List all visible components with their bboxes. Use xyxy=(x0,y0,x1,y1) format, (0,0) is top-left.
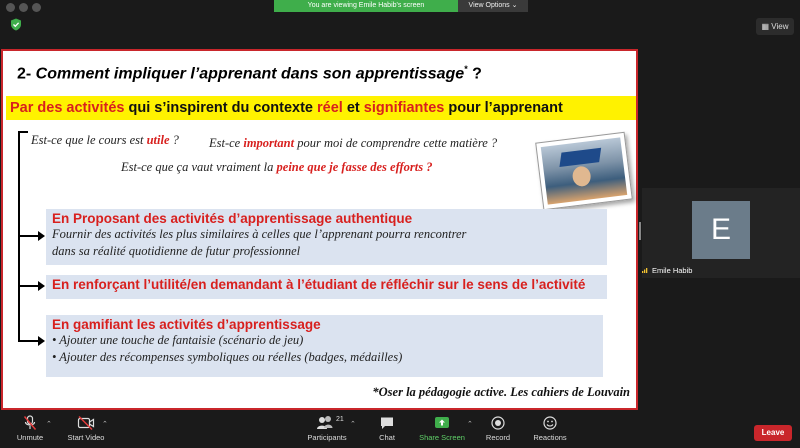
window-top-bar xyxy=(0,0,800,16)
arrow-3 xyxy=(18,340,40,342)
citation: *Oser la pédagogie active. Les cahiers de Louvain xyxy=(372,385,630,399)
activity-box-gamify xyxy=(46,315,603,377)
slide-title xyxy=(17,64,482,83)
box-1-line-1: Fournir des activités les plus similaires à celles que l’apprenant pourra rencontrer xyxy=(52,227,467,241)
question-2: Est-ce important pour moi de comprendre cette matière ? xyxy=(209,136,498,150)
activity-box-authentic xyxy=(46,209,607,265)
leave-button[interactable]: Leave xyxy=(754,425,792,441)
unmute-label: Unmute xyxy=(16,433,44,442)
question-3: Est-ce que ça vaut vraiment la peine que je fasse des efforts ? xyxy=(121,160,433,174)
student-photo xyxy=(535,132,633,210)
record-label: Record xyxy=(485,433,511,442)
box-3-line-2: • Ajouter des récompenses symboliques ou réelles (badges, médailles) xyxy=(52,350,403,364)
title-number: 2- xyxy=(17,65,36,83)
viewing-screen-banner: You are viewing Emile Habib's screen xyxy=(274,0,458,12)
reactions-label: Reactions xyxy=(533,433,567,442)
highlight-band xyxy=(6,96,636,120)
box-3-line-1: • Ajouter une touche de fantaisie (scénario de jeu) xyxy=(52,333,304,347)
box-1-line-2: dans sa réalité quotidienne de futur professionnel xyxy=(52,244,301,258)
band-text-3: pour l’apprenant xyxy=(444,100,563,116)
bracket-hook xyxy=(18,131,28,133)
chat-button[interactable] xyxy=(372,415,402,442)
audio-options-caret-icon[interactable]: ⌃ xyxy=(46,421,52,428)
band-red-2: réel xyxy=(317,100,343,116)
participants-button[interactable] xyxy=(302,415,352,442)
question-1: Est-ce que le cours est utile ? xyxy=(31,133,179,147)
emoji-smile-icon xyxy=(542,415,558,431)
close-window-icon[interactable] xyxy=(6,3,15,12)
security-shield-icon[interactable] xyxy=(10,18,22,31)
maximize-window-icon[interactable] xyxy=(32,3,41,12)
view-options-button[interactable]: View Options ⌄ xyxy=(458,0,528,12)
title-question-mark: ? xyxy=(467,65,482,83)
chat-bubble-icon xyxy=(379,415,395,431)
shared-slide xyxy=(1,49,638,410)
band-red-3: signifiantes xyxy=(363,100,445,116)
minimize-window-icon[interactable] xyxy=(19,3,28,12)
participant-tile[interactable] xyxy=(642,188,800,278)
record-icon xyxy=(490,415,506,431)
box-2-title: En renforçant l’utilité/en demandant à l’étudiant de réfléchir sur le sens de l’activité xyxy=(52,277,586,292)
view-label: View xyxy=(771,22,789,31)
panel-resize-handle[interactable] xyxy=(639,222,641,240)
arrow-1 xyxy=(18,235,40,237)
share-options-caret-icon[interactable]: ⌃ xyxy=(467,421,473,428)
box-3-title: En gamifiant les activités d’apprentissage xyxy=(52,317,321,332)
signal-bars-icon xyxy=(642,267,648,273)
band-text-2: et xyxy=(342,100,364,116)
participants-icon xyxy=(316,415,338,431)
grid-icon: ▦ xyxy=(761,22,772,31)
participant-name: Emile Habib xyxy=(652,266,693,275)
arrow-2 xyxy=(18,285,40,287)
view-layout-button[interactable] xyxy=(756,18,794,35)
video-off-icon xyxy=(77,415,95,431)
share-screen-button[interactable] xyxy=(414,415,470,442)
band-text-1: qui s’inspirent du contexte xyxy=(124,100,318,116)
title-text: Comment impliquer l’apprenant dans son apprentissage xyxy=(35,65,465,83)
start-video-label: Start Video xyxy=(67,433,105,442)
box-1-title: En Proposant des activités d’apprentissage authentique xyxy=(52,211,413,226)
muted-mic-icon xyxy=(23,415,37,431)
unmute-button[interactable] xyxy=(12,415,48,442)
record-button[interactable] xyxy=(482,415,514,442)
chat-label: Chat xyxy=(379,433,395,442)
share-screen-icon xyxy=(434,415,450,431)
title-footnote-mark: * xyxy=(464,64,468,74)
share-screen-label: Share Screen xyxy=(419,433,465,442)
participants-label: Participants xyxy=(307,433,347,442)
reactions-button[interactable] xyxy=(530,415,570,442)
band-red-1: Par des activités xyxy=(10,100,125,116)
avatar: E xyxy=(692,201,750,259)
participants-count: 21 xyxy=(336,416,344,423)
participants-caret-icon[interactable]: ⌃ xyxy=(350,421,356,428)
video-options-caret-icon[interactable]: ⌃ xyxy=(102,421,108,428)
meeting-toolbar xyxy=(0,412,800,448)
activity-box-utility xyxy=(46,275,607,299)
